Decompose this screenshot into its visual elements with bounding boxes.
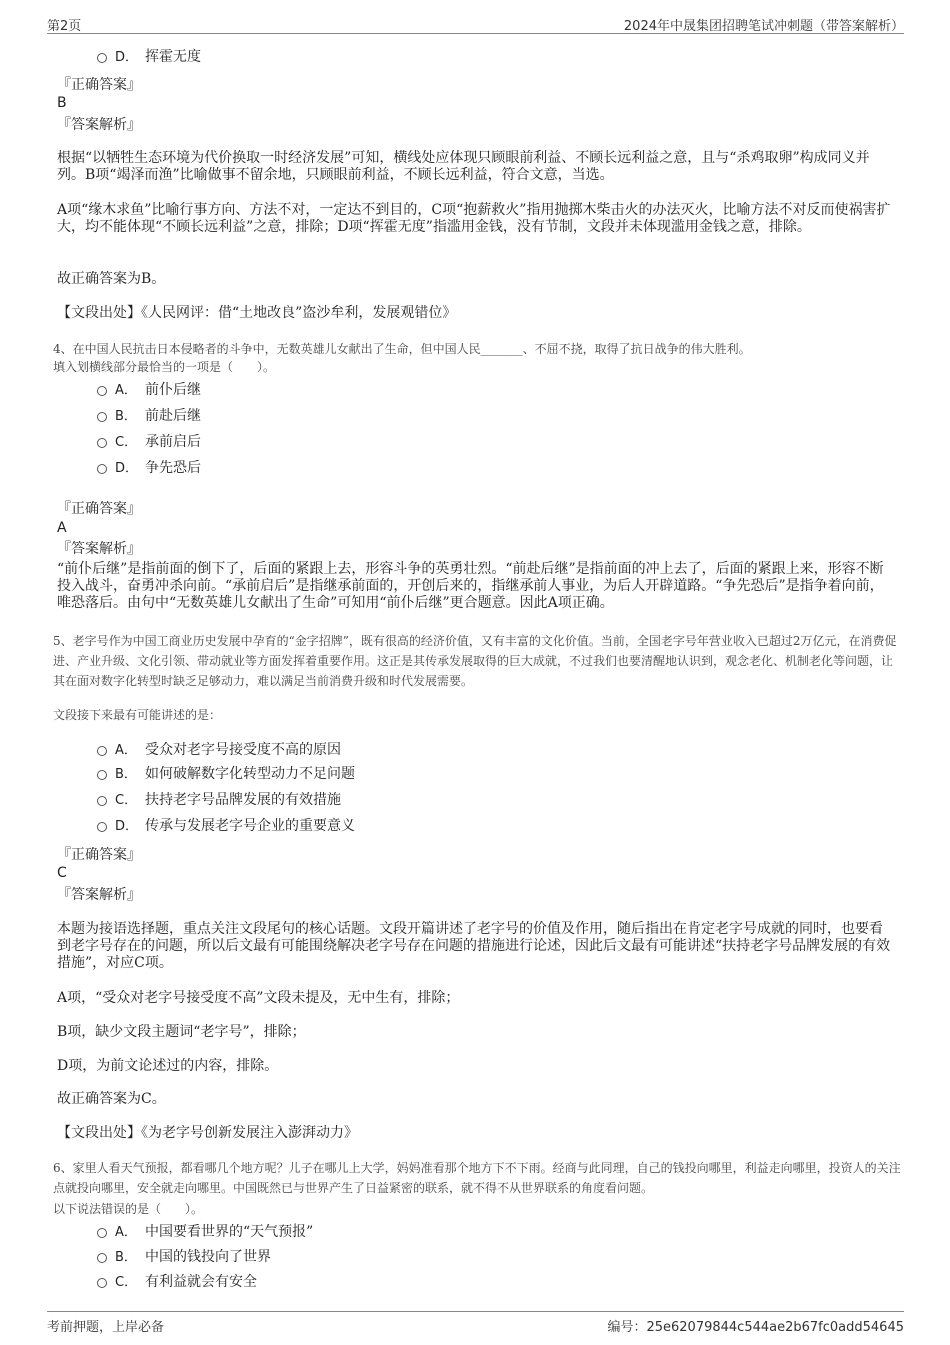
analysis-paragraph: B项，缺少文段主题词“老字号”，排除；	[57, 1024, 306, 1040]
q6-option-a[interactable]: A． 中国要看世界的“天气预报”	[97, 1222, 313, 1242]
analysis-paragraph: A项，“受众对老字号接受度不高”文段未提及，无中生有，排除；	[57, 990, 460, 1006]
analysis-paragraph: “前仆后继”是指前面的倒下了，后面的紧跟上去，形容斗争的英勇壮烈。“前赴后继”是指前面的冲上去了，后面的紧跟上来，形容不断投入战斗，奋勇冲杀向前。“承前启后”是指继承前面的，开创后来的，指继承前人事业，为后人开辟道路。“争先恐后”是指争着向前，唯恐落后。由句中“无数英雄儿女献出了生命”可知用“前仆后继”更合题意。因此A项正确。	[57, 561, 884, 611]
radio-icon[interactable]	[97, 1278, 107, 1288]
page-header	[47, 13, 904, 34]
q5-option-c[interactable]: C． 扶持老字号品牌发展的有效措施	[97, 790, 341, 810]
answer-label: 『正确答案』	[57, 501, 141, 517]
answer-value: C	[57, 865, 67, 881]
q5-option-d[interactable]: D． 传承与发展老字号企业的重要意义	[97, 816, 355, 836]
analysis-label: 『答案解析』	[57, 541, 141, 557]
q5-option-a[interactable]: A． 受众对老字号接受度不高的原因	[97, 740, 341, 760]
radio-icon[interactable]	[97, 1228, 107, 1238]
q5-option-b[interactable]: B． 如何破解数字化转型动力不足问题	[97, 764, 355, 784]
page-number: 第2页	[47, 19, 82, 34]
question-prompt: 填入划横线部分最恰当的一项是（ ）。	[53, 360, 276, 374]
analysis-paragraph: 根据“以牺牲生态环境为代价换取一时经济发展”可知，横线处应体现只顾眼前利益、不顾长远利益之意，且与“杀鸡取卵”构成同义并列。B项“竭泽而渔”比喻做事不留余地，只顾眼前利益，不顾长远利益，符合文意，当选。	[57, 150, 870, 183]
radio-icon[interactable]	[97, 412, 107, 422]
answer-value: A	[57, 520, 67, 536]
analysis-label: 『答案解析』	[57, 887, 141, 903]
radio-icon[interactable]	[97, 770, 107, 780]
radio-icon[interactable]	[97, 746, 107, 756]
q4-option-d[interactable]: D． 争先恐后	[97, 458, 201, 478]
radio-icon[interactable]	[97, 464, 107, 474]
document-title: 2024年中晟集团招聘笔试冲刺题（带答案解析）	[623, 19, 904, 34]
document-code: 编号：25e62079844c544ae2b67fc0add54645	[607, 1320, 904, 1335]
question-stem: 5、老字号作为中国工商业历史发展中孕育的“金字招牌”，既有很高的经济价值，又有丰富的文化价值。当前，全国老字号年营业收入已超过2万亿元，在消费促进、产业升级、文化引领、带动就业等方面发挥着重要作用。这正是其传承发展取得的巨大成就，不过我们也要清醒地认识到，观念老化、机制老化等问题，让其在面对数字化转型时缺乏足够动力，难以满足当前消费升级和时代发展需要。	[53, 634, 897, 688]
radio-icon[interactable]	[97, 822, 107, 832]
source-citation: 【文段出处】《为老字号创新发展注入澎湃动力》	[57, 1125, 358, 1141]
analysis-conclusion: 故正确答案为B。	[57, 271, 166, 287]
answer-label: 『正确答案』	[57, 77, 141, 93]
analysis-paragraph: 本题为接语选择题，重点关注文段尾句的核心话题。文段开篇讲述了老字号的价值及作用，随后指出在肯定老字号成就的同时，也要看到老字号存在的问题，所以后文最有可能围绕解决老字号存在问题的措施进行论述，因此后文最有可能讲述“扶持老字号品牌发展的有效措施”，对应C项。	[57, 921, 891, 971]
analysis-paragraph: A项“缘木求鱼”比喻行事方向、方法不对，一定达不到目的，C项“抱薪救火”指用抛掷木柴击火的办法灭火，比喻方法不对反而使祸害扩大，均不能体现“不顾长远利益”之意，排除；D项“挥霍无度”指滥用金钱，没有节制，文段并未体现滥用金钱之意，排除。	[57, 202, 891, 235]
question-prompt: 文段接下来最有可能讲述的是：	[53, 708, 222, 722]
answer-value: B	[57, 95, 67, 111]
question-stem: 6、家里人看天气预报，都看哪几个地方呢？儿子在哪儿上大学，妈妈准看那个地方下不下雨。经商与此同理，自己的钱投向哪里，利益走向哪里，投资人的关注点就投向哪里，安全就走向哪里。中国既然已与世界产生了日益紧密的联系，就不得不从世界联系的角度看问题。	[53, 1161, 901, 1195]
q6-option-b[interactable]: B． 中国的钱投向了世界	[97, 1247, 271, 1267]
answer-label: 『正确答案』	[57, 847, 141, 863]
question-stem: 4、在中国人民抗击日本侵略者的斗争中，无数英雄儿女献出了生命，但中国人民_______、不屈不挠，取得了抗日战争的伟大胜利。	[53, 342, 751, 356]
radio-icon[interactable]	[97, 386, 107, 396]
analysis-conclusion: 故正确答案为C。	[57, 1091, 166, 1107]
q4-option-c[interactable]: C． 承前启后	[97, 432, 201, 452]
radio-icon[interactable]	[97, 1253, 107, 1263]
q6-option-c[interactable]: C． 有利益就会有安全	[97, 1272, 257, 1292]
source-citation: 【文段出处】《人民网评：借“土地改良”盗沙牟利，发展观错位》	[57, 305, 457, 321]
analysis-paragraph: D项，为前文论述过的内容，排除。	[57, 1058, 279, 1074]
q4-option-a[interactable]: A． 前仆后继	[97, 380, 201, 400]
page-footer	[47, 1311, 904, 1336]
analysis-label: 『答案解析』	[57, 117, 141, 133]
q3-option-d[interactable]: D． 挥霍无度	[97, 47, 201, 67]
q4-option-b[interactable]: B． 前赴后继	[97, 406, 201, 426]
footer-slogan: 考前押题，上岸必备	[47, 1320, 165, 1335]
question-prompt: 以下说法错误的是（ ）。	[53, 1202, 204, 1216]
radio-icon[interactable]	[97, 796, 107, 806]
radio-icon[interactable]	[97, 438, 107, 448]
radio-icon[interactable]	[97, 53, 107, 63]
